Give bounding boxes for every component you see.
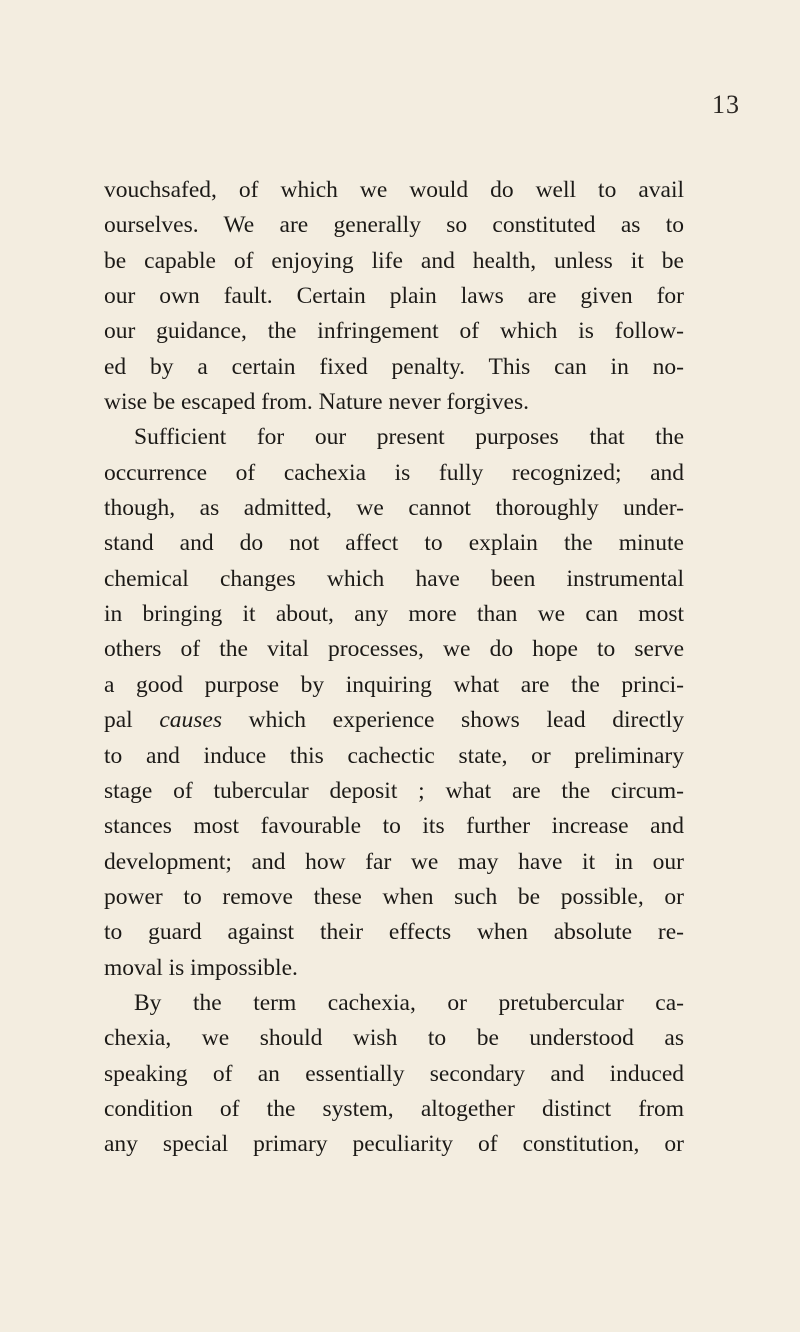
- text-line: chemical changes which have been instrumental: [104, 565, 684, 592]
- text-line: wise be escaped from. Nature never forgives.: [104, 389, 530, 416]
- text-line: others of the vital processes, we do hope to serve: [104, 636, 684, 663]
- text-line: vouchsafed, of which we would do well to avail: [104, 177, 684, 203]
- text-line: in bringing it about, any more than we can most: [104, 601, 684, 628]
- body-text: [104, 173, 684, 1163]
- text-line: any special primary peculiarity of constitution, or: [104, 1131, 684, 1158]
- text-line: speaking of an essentially secondary and induced: [104, 1060, 684, 1087]
- text-line: development; and how far we may have it in our: [104, 848, 684, 875]
- page-number: 13: [712, 90, 740, 119]
- text-line: stances most favourable to its further increase and: [104, 813, 684, 840]
- text-line: to and induce this cachectic state, or preliminary: [104, 742, 684, 769]
- text-line: our own fault. Certain plain laws are given for: [104, 283, 684, 310]
- text-line: be capable of enjoying life and health, unless it be: [104, 247, 684, 274]
- text-line: a good purpose by inquiring what are the princi-: [104, 671, 684, 698]
- text-line: our guidance, the infringement of which is follow-: [104, 318, 684, 345]
- text-line: condition of the system, altogether distinct from: [104, 1095, 684, 1122]
- text-line: By the term cachexia, or pretubercular ca-: [134, 989, 684, 1016]
- text-line: pal causes which experience shows lead directly: [104, 707, 684, 734]
- text-line: ourselves. We are generally so constituted as to: [104, 212, 684, 239]
- text-line: power to remove these when such be possible, or: [104, 883, 684, 910]
- text-line: chexia, we should wish to be understood as: [104, 1025, 684, 1052]
- text-line: Sufficient for our present purposes that the: [134, 424, 684, 451]
- text-line: moval is impossible.: [104, 954, 298, 981]
- text-line: stand and do not affect to explain the minute: [104, 530, 684, 557]
- text-line: stage of tubercular deposit ; what are the circum-: [104, 777, 684, 804]
- text-line: occurrence of cachexia is fully recognized; and: [104, 459, 684, 486]
- emphasized-word: causes: [159, 707, 222, 734]
- text-line: ed by a certain fixed penalty. This can in no-: [104, 353, 684, 380]
- text-line: though, as admitted, we cannot thoroughly under-: [104, 495, 684, 522]
- text-line: to guard against their effects when absolute re-: [104, 919, 684, 946]
